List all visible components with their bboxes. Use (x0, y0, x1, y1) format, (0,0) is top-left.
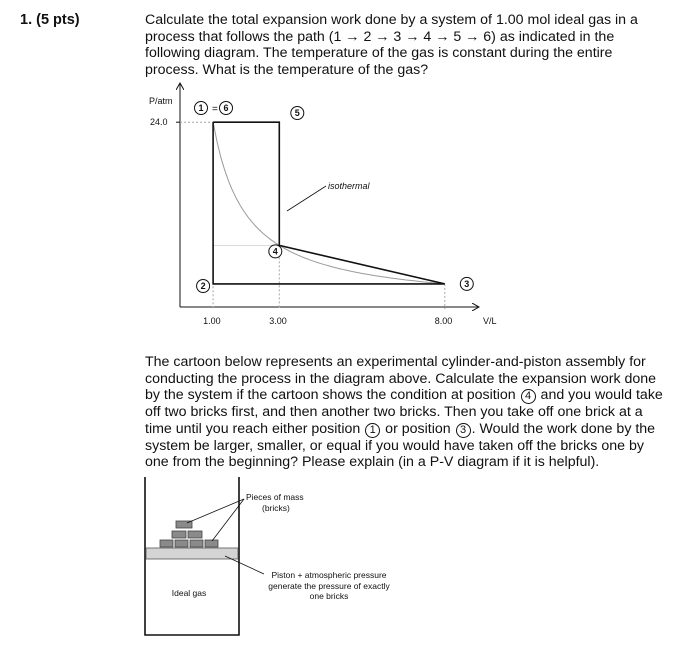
piston-label: one bricks (309, 591, 349, 601)
x-tick-label: 8.00 (434, 316, 453, 326)
circled-position-1: 1 (365, 423, 380, 438)
point-2-text: 2 (200, 281, 206, 291)
description-text: and you would take (536, 387, 663, 404)
question-line: process. What is the temperature of the gas? (145, 61, 429, 78)
isotherm-curve-upper (213, 122, 445, 284)
isotherm-leader (287, 186, 326, 211)
description-text: system be larger, smaller, or equal if you would have taken off the bricks one by (145, 437, 644, 454)
circled-position-4: 4 (521, 389, 536, 404)
description-line (145, 371, 663, 388)
question-number: 1. (5 pts) (20, 12, 80, 28)
description-text: off two bricks first, and then another two bricks. Then you take off one brick at a (145, 404, 643, 421)
description-text: one from the beginning? Please explain (in a P-V diagram if it is helpful). (145, 454, 600, 471)
point-3-text: 3 (464, 278, 470, 289)
y-tick-label: 24.0 (150, 117, 168, 128)
description-text: The cartoon below represents an experimental cylinder-and-piston assembly for (145, 354, 646, 370)
cartoon-description (145, 354, 663, 471)
description-line (145, 454, 663, 471)
description-line (145, 421, 663, 438)
ideal-gas-label: Ideal gas (171, 588, 207, 598)
description-line (145, 404, 663, 421)
process-path (213, 122, 445, 284)
description-line (145, 354, 663, 371)
point-6-text: 6 (223, 103, 229, 113)
circled-position-3: 3 (456, 423, 471, 438)
question-line: process that follows the path (1 → 2 → 3 → 4 → 5 → 6) as indicated in the (145, 28, 615, 45)
description-line (145, 438, 663, 455)
description-text: . Would the work done by the (471, 420, 656, 437)
point-1-text: 1 (198, 103, 204, 113)
bricks-label: (bricks) (262, 503, 290, 513)
x-tick-label: 1.00 (203, 316, 221, 326)
point-4-text: 4 (272, 246, 278, 257)
question-line: Calculate the total expansion work done by a system of 1.00 mol ideal gas in a (145, 12, 638, 28)
x-tick-label: 3.00 (269, 316, 287, 326)
point-5-text: 5 (294, 108, 300, 118)
piston-label: generate the pressure of exactly (268, 581, 390, 591)
piston-label: Piston + atmospheric pressure (271, 570, 387, 580)
description-text: conducting the process in the diagram above. Calculate the expansion work done (145, 370, 657, 387)
isotherm-label: isothermal (328, 181, 370, 191)
point-equals: = (212, 104, 218, 115)
description-text: time until you reach either position (145, 420, 365, 437)
description-line (145, 387, 663, 404)
x-axis-label: V/L (483, 316, 497, 326)
question-line: following diagram. The temperature of the gas is constant during the entire (145, 45, 613, 62)
description-text: by the system if the cartoon shows the condition at position (145, 387, 520, 404)
description-text: or position (381, 420, 455, 437)
bricks-label: Pieces of mass (246, 492, 304, 502)
y-axis-label: P/atm (149, 96, 173, 106)
